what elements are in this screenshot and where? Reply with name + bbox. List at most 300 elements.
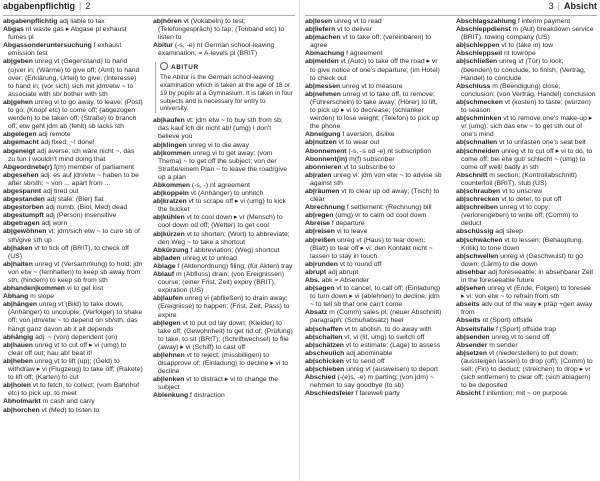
entry-headword: Abholmarkt (3, 398, 41, 406)
entry-headword: ab|raten (305, 171, 332, 179)
entry-headword: ab|nehmen (305, 90, 341, 98)
entry-headword: Abkommen (153, 182, 191, 189)
entry-headword: ab|schrauben (456, 187, 501, 195)
entry-headword: Abgeordnete(r) (3, 163, 53, 171)
entry-headword: ab|schalten (305, 333, 343, 341)
entry-headword: ab|kratzen (153, 198, 187, 206)
entry-headword: ab|senden (456, 333, 490, 341)
entry-headword: abgespannt (3, 187, 42, 195)
entry-headword: ab|kaufen (153, 117, 185, 125)
dictionary-entry (3, 164, 143, 172)
entry-definition: vt (Med) to listen to (39, 406, 100, 414)
entry-headword: ab|hauen (3, 341, 33, 349)
entry-headword: abgelegen (3, 131, 37, 139)
dictionary-entry (3, 245, 143, 261)
entry-definition: f aversion, dislike (340, 131, 395, 139)
entry-headword: abgestumpft (3, 212, 44, 220)
dictionary-entry (305, 26, 445, 34)
entry-definition: m section; (Kontrollabschnitt) counterfoil (BRIT), stub (US) (461, 171, 577, 187)
entry-definition: (-(e)s, -e) m parting; (von jdm) ~ nehmen to say goodbye (to sb) (310, 374, 434, 390)
entry-definition: vt, vi (lit, umg) to switch off (342, 333, 425, 341)
entry-definition: vt to take off; (vereinbaren) to agree (310, 34, 432, 50)
entry-headword: ab|schleppen (456, 42, 500, 50)
entry-definition: adj liable to tax (57, 18, 105, 25)
dictionary-entry (305, 237, 445, 261)
entry-definition: unreg vt (Versammlung) to hold; jdn von etw ~ (fernhalten) to keep sb away from sth; (hindern) to keep sb from sth (8, 260, 143, 284)
entry-headword: Abonnement (305, 147, 347, 155)
entry-headword: ab|runden (305, 260, 338, 268)
dictionary-entry (3, 342, 143, 358)
entry-headword: Abkürzung (153, 246, 189, 254)
entry-definition: vt (Vokabeln) to test; (Telefongespräch) to tap; (Tonband etc) to listen to (158, 18, 285, 42)
entry-definition: vt to cancel, to call off; (Einladung) to turn down ▸ vi (ablehnen) to decline; jdm ~ to tell sb that one can't come (310, 285, 441, 309)
entry-headword: abgetragen (3, 220, 40, 228)
dictionary-entry (305, 342, 445, 350)
dictionary-entry (3, 26, 143, 42)
dictionary-entry (3, 212, 143, 220)
dictionary-entry (305, 261, 445, 269)
entry-definition: adv out of the way ▸ präp +gen away from (461, 301, 593, 317)
dictionary-entry (305, 172, 445, 188)
entry-definition: unreg vt (Tür) to lock; (beenden) to conclude, to finish; (Vertrag, Handel) to conclude (461, 58, 586, 82)
entry-headword: ab|räumen (305, 187, 340, 195)
dictionary-entry (456, 285, 596, 301)
entry-definition: unreg vi to get away; (vom Thema) ~ to get off the subject; von der Straße/einem Plan ~ to leave the road/give up a plan (158, 149, 288, 181)
entry-headword: ab|liefern (305, 26, 336, 34)
entry-headword: ab|hören (153, 18, 182, 25)
dictionary-entry (305, 188, 445, 204)
entry-definition: vt (Anhänger) to unhitch (188, 190, 264, 198)
dictionary-entry (305, 131, 445, 139)
entry-definition: adj abominable (344, 349, 393, 357)
dictionary-entry (3, 172, 143, 188)
dictionary-entry (456, 58, 596, 82)
dictionary-entry (153, 117, 293, 141)
entry-headword: abgestanden (3, 196, 45, 204)
entry-headword: ab|lenken (153, 376, 185, 384)
dictionary-entry (3, 99, 143, 131)
entry-headword: Abhang (3, 293, 29, 301)
entry-headword: abseits (456, 301, 480, 309)
entry-headword: abgestorben (3, 204, 44, 212)
dictionary-entry (456, 18, 596, 26)
entry-headword: ab|schließen (456, 58, 498, 66)
info-circle-icon (160, 62, 168, 70)
entry-definition: adj foreseeable; in absehbarer Zeit in the foreseeable future (461, 268, 594, 284)
entry-definition: unreg vt to copy; (verlorengeben) to write off; (Comm) to deduct (461, 204, 578, 228)
entry-definition: f distraction (188, 392, 225, 400)
dictionary-entry (153, 182, 293, 190)
dictionary-entry (153, 320, 293, 352)
entry-definition: f (Aktenordnung) filing; (für Akten) tray (175, 262, 293, 270)
entry-headword: Abgassonderuntersuchung (3, 42, 92, 50)
entry-definition: vt to clear up od away; (Tisch) to clear (310, 187, 440, 204)
dictionary-entry (153, 271, 293, 295)
dictionary-entry (305, 18, 445, 26)
entry-definition: unreg vt (Ende, Folgen) to foresee ▸ vi: von etw ~ to refrain from sth (461, 285, 591, 301)
entry-headword: ab|messen (305, 82, 341, 90)
entry-definition: adj: ~ (von) dependent (on) (33, 333, 118, 341)
entry-headword: Abs. (305, 277, 320, 284)
dictionary-entry (305, 326, 445, 334)
dictionary-entry (305, 83, 445, 91)
dictionary-entry (456, 172, 596, 188)
entry-definition: f exhaust emission test (8, 42, 122, 58)
entry-definition: f departure (329, 220, 365, 228)
entry-definition: m (Aut) breakdown service (BRIT), towing company (US) (461, 26, 594, 42)
dictionary-entry (3, 204, 143, 212)
dictionary-entry (305, 228, 445, 236)
dictionary-entry (3, 358, 143, 382)
entry-headword: Ablage (153, 262, 176, 270)
entry-headword: ab|schreiben (456, 204, 498, 212)
entry-definition: unreg vt (Gegenstand) to hand (o)ver in; (Wärme) to give off; (Amt) to hand over; (Erklärung, Urteil) to give; (Interesse) to hand in; (vor sich) sich mit jdm/etw ~ to associate with sb/ bother with sth (8, 58, 140, 98)
dictionary-entry (153, 150, 293, 182)
column-3 (305, 18, 445, 480)
entry-definition: unreg vt to cut off ▸ vi (umg) to clear off out; hau ab! beat it! (8, 341, 127, 357)
dictionary-entry (456, 115, 596, 139)
dictionary-entry (305, 269, 445, 277)
entry-definition: nt (Sport) offside (480, 317, 533, 325)
dictionary-entry (305, 212, 445, 220)
dictionary-entry (456, 99, 596, 115)
left-page-number: 2 (85, 1, 91, 11)
dictionary-entry (3, 139, 143, 147)
dictionary-entry (153, 198, 293, 214)
entry-definition: abk = Absender (319, 277, 370, 284)
entry-headword: ab|schätzen (305, 341, 344, 349)
entry-definition: vt (kosten) to taste; (würzen) to season (461, 98, 591, 115)
entry-definition: vt to deliver (335, 26, 372, 34)
dictionary-entry (456, 148, 596, 172)
left-header-rule (3, 15, 295, 16)
dictionary-entry (3, 301, 143, 333)
dictionary-entry (456, 196, 596, 204)
entry-definition: vt to send off (343, 357, 385, 365)
entry-definition: adj abrupt (326, 268, 359, 276)
dictionary-entry (305, 58, 445, 82)
entry-definition: unreg vt (ausweisen) to deport (344, 366, 439, 374)
entry-headword: ab|klingen (153, 141, 187, 149)
entry-definition: adj numb; (Biol, Med) dead (43, 204, 128, 212)
entry-headword: abschüssig (456, 228, 494, 236)
entry-headword: Ablenkung (153, 392, 189, 400)
entry-definition: vt to subscribe to (341, 163, 395, 171)
entry-headword: abgemacht (3, 139, 39, 147)
column-2 (153, 18, 293, 480)
entry-headword: ab|schnallen (456, 139, 498, 147)
left-page-header (3, 2, 90, 10)
dictionary-entry (456, 204, 596, 228)
dictionary-entry (305, 220, 445, 228)
entry-definition: unreg vt to cut off ▸ vi to do, to come off; bei etw gut/ schlecht ~ (umg) to come off well/ badly in sth (461, 147, 593, 171)
entry-definition: adj stale; (Bier) flat (44, 196, 104, 204)
dictionary-entry (305, 277, 445, 285)
right-page-number: 3 (548, 1, 554, 11)
entry-headword: Abseitsfalle (456, 325, 495, 333)
dictionary-entry (3, 285, 143, 293)
dictionary-entry (456, 269, 596, 285)
entry-definition: adj remote (36, 131, 71, 139)
entry-definition: (umg) vr to calm od cool down (333, 212, 427, 220)
entry-definition: vt to unscrew (500, 187, 543, 195)
dictionary-entry (3, 293, 143, 301)
entry-headword: Ablauf (153, 271, 175, 279)
dictionary-entry (153, 247, 293, 255)
entry-headword: abgabenpflichtig (3, 18, 58, 25)
entry-definition: vt to tick off (BRIT), to check off (US) (8, 244, 129, 260)
dictionary-entry (3, 18, 143, 26)
entry-headword: ab|legen (153, 319, 181, 327)
entry-headword: ab|gehen (3, 98, 33, 106)
column-4 (456, 18, 596, 480)
entry-headword: ab|schrecken (456, 196, 500, 204)
entry-headword: Abschiedsfeier (305, 390, 354, 398)
entry-definition: (-s, -) nt agreement (190, 182, 251, 189)
entry-headword: ab|heben (3, 357, 33, 365)
entry-definition: unreg vt (Bild) to take down; (Anhänger) to uncouple; (Verfolger) to shake off; von jdm/etw ~ to depend on sb/sth; das hängt ganz davon ab it all depends (8, 301, 143, 333)
dictionary-entry (305, 374, 445, 390)
entry-headword: abgeneigt (3, 147, 36, 155)
dictionary-entry (456, 83, 596, 99)
entry-headword: ab|schieben (305, 366, 345, 374)
dictionary-entry (305, 50, 445, 58)
dictionary-entry (153, 392, 293, 400)
dictionary-entry (153, 190, 293, 198)
entry-definition: (-s, -e) nt German school-leaving examination, = A-levels pl (BRIT) (158, 42, 275, 58)
dictionary-entry (305, 204, 445, 212)
entry-definition: m(f) subscriber (347, 155, 395, 163)
abitur-info-box (155, 62, 293, 113)
entry-headword: abgesehen (3, 171, 39, 179)
entry-headword: Abschied (305, 374, 336, 382)
dictionary-entry (456, 237, 596, 253)
dictionary-entry (3, 42, 143, 58)
entry-headword: abonnieren (305, 163, 342, 171)
dictionary-entry (456, 390, 596, 398)
entry-definition: m sender (487, 341, 518, 349)
entry-headword: ab|kühlen (153, 214, 185, 222)
entry-definition: unreg vt to take off, to remove; (Führerschein) to take away; (Hörer) to lift, to pick up ▸ vi to decrease; (schlanker werden) to lose weight; (Telefon) to pick up the phone (310, 90, 440, 131)
entry-definition: m (Beendigung) close, conclusion; (von Vertrag, Handel) conclusion (461, 82, 596, 98)
entry-definition: adj steep (493, 228, 523, 236)
page-gutter (299, 0, 300, 481)
entry-headword: ab|schicken (305, 357, 344, 365)
entry-headword: abhängig (3, 333, 34, 341)
right-header-rule (305, 15, 597, 16)
entry-definition: vt to distract ▸ vi to change the subject (158, 376, 279, 392)
entry-headword: ab|machen (305, 34, 341, 42)
entry-headword: ab|regen (305, 212, 334, 220)
dictionary-entry (153, 263, 293, 271)
dictionary-entry (456, 26, 596, 42)
dictionary-entry (3, 148, 143, 164)
right-header-word: Absicht (563, 1, 597, 11)
right-page-header (549, 2, 597, 10)
entry-headword: ab|holen (3, 382, 31, 390)
dictionary-entry (153, 295, 293, 319)
entry-headword: ab|geben (3, 58, 33, 66)
entry-headword: abrupt (305, 268, 327, 276)
entry-headword: ab|schminken (456, 115, 502, 123)
dictionary-entry (305, 309, 445, 325)
entry-definition: unreg vt to send off (489, 333, 550, 341)
entry-definition: vt to fetch, to collect; (vom Bahnhof etc) to pick up, to meet (8, 382, 140, 398)
dictionary-entry (153, 18, 293, 42)
entry-headword: Abrechnung (305, 204, 346, 212)
entry-headword: Absicht (456, 390, 481, 398)
dictionary-entry (305, 358, 445, 366)
entry-headword: ab|hängen (3, 301, 38, 309)
entry-headword: ab|koppeln (153, 190, 189, 198)
entry-headword: abhanden|kommen (3, 285, 65, 293)
dictionary-entry (456, 317, 596, 325)
left-header-separator: | (79, 1, 82, 11)
entry-definition: vt to put od lay down; (Kleider) to take off; (Gewohnheit) to get rid of; (Prüfung) to take, to sit (BRIT); (Schriftwechsel) to file (away) ▸ vi (Schiff) to cast off (158, 319, 293, 351)
dictionary-entry (456, 334, 596, 342)
entry-definition: vi to leave (334, 228, 368, 236)
dictionary-entry (456, 253, 596, 269)
dictionary-entry (456, 139, 596, 147)
entry-headword: ab|schmecken (456, 98, 503, 106)
entry-definition: m cash and carry (40, 398, 95, 406)
entry-definition: unreg vt to read (332, 18, 382, 25)
entry-definition: f(m) member of parliament (52, 163, 135, 171)
dictionary-entry (153, 214, 293, 230)
entry-definition: f farewell party (353, 390, 400, 398)
entry-headword: ab|sagen (305, 285, 335, 293)
entry-definition: unreg vt to unload (180, 254, 237, 262)
dictionary-entry (456, 188, 596, 196)
entry-definition: adj tired out (41, 187, 79, 195)
entry-definition: vi to get lost (64, 285, 104, 293)
dictionary-entry (305, 34, 445, 50)
dictionary-entry (3, 228, 143, 244)
entry-headword: Abneigung (305, 131, 341, 139)
dictionary-entry (305, 334, 445, 342)
entry-headword: ab|schaffen (305, 325, 343, 333)
entry-headword: ab|halten (3, 260, 33, 268)
entry-definition: adj fixed; ~! done! (38, 139, 95, 147)
dictionary-entry (153, 142, 293, 150)
entry-definition: (-s, -s od -e) nt subscription (346, 147, 432, 155)
entry-headword: ab|horchen (3, 406, 40, 414)
dictionary-entry (3, 407, 143, 415)
entry-definition: adj: es auf jdn/etw ~ haben to be after sb/sth; ~ von ... apart from ... (8, 171, 139, 187)
entry-headword: ab|lehnen (153, 351, 185, 359)
entry-definition: vt to shorten; (Wort) to abbreviate; den Weg ~ to take a shortcut (158, 230, 290, 246)
entry-headword: ab|laufen (153, 295, 183, 303)
entry-definition: vt to abolish, to do away with (342, 325, 432, 333)
entry-definition: m (Comm) sales pl; (neuer Abschnitt) paragraph; (Schuhabsatz) heel (310, 309, 442, 325)
info-box-title-text: ABITUR (171, 64, 199, 72)
entry-definition: vt to cool down ▸ vr (Mensch) to cool down od off; (Wetter) to get cool (158, 214, 283, 230)
entry-headword: ab|reisen (305, 228, 335, 236)
dictionary-entry (3, 196, 143, 204)
entry-headword: Abseits (456, 317, 481, 325)
dictionary-entry (456, 50, 596, 58)
dictionary-entry (305, 164, 445, 172)
entry-definition: adj (Person) insensitive (43, 212, 117, 220)
entry-definition: vt to deter, to put off (499, 196, 562, 204)
entry-definition: vt: jdm/sich etw ~ to cure sb of sth/give sth up (8, 228, 140, 244)
entry-definition: unreg vt to measure (340, 82, 403, 90)
dictionary-entry (3, 382, 143, 398)
entry-definition: m (Abfluss) drain; (von Ereignissen) course; (einer Frist, Zeit) expiry (BRIT), expiration (US) (158, 271, 285, 295)
entry-headword: Abschleppseil (456, 50, 503, 58)
entry-headword: ab|sehen (456, 285, 486, 293)
dictionary-entry (153, 376, 293, 392)
dictionary-entry (305, 148, 445, 156)
entry-headword: Abonnent(in) (305, 155, 348, 163)
entry-definition: vr to unfasten one's seat belt (497, 139, 586, 147)
entry-headword: ab|haken (3, 244, 33, 252)
entry-definition: vt to (take in) tow (499, 42, 554, 50)
right-header-separator: | (557, 1, 560, 11)
info-box-text: The Abitur is the German school-leaving examination which is taken at the age of 18 or 19 by pupils at a Gymnasium. It is taken in four subjects and is necessary for entry to university. (160, 74, 293, 113)
dictionary-entry (305, 285, 445, 309)
dictionary-entry (3, 131, 143, 139)
entry-definition: vt to reject; (missbilligen) to disapprove of; (Einladung) to decline ▸ vi to decline (158, 351, 288, 376)
entry-definition: unreg vt to lift (up); (Geld) to withdraw ▸ vi (Flugzeug) to take off; (Rakete) to lift off; (Karten) to cut (8, 357, 143, 382)
dictionary-entry (456, 42, 596, 50)
entry-definition: adj averse; ich wäre nicht ~, das zu tun I wouldn't mind doing that (8, 147, 135, 163)
entry-headword: ab|schwellen (456, 252, 499, 260)
dictionary-entry (3, 220, 143, 228)
dictionary-entry (305, 390, 445, 398)
entry-headword: Abreise (305, 220, 330, 228)
left-header-word: abgabenpflichtig (3, 1, 75, 11)
entry-definition: unreg vi (abfließen) to drain away; (Ereignisse) to happen; (Frist, Zeit, Pass) to expire (158, 295, 290, 319)
entry-headword: ab|lesen (305, 18, 333, 25)
entry-definition: vt: jdm etw ~ to buy sth from sb; das kauf ich dir nicht ab! (umg) I don't believe you (158, 117, 283, 141)
entry-definition: vt to lessen; (Behauptung, Kritik) to tone down (461, 236, 584, 252)
dictionary-entry (456, 350, 596, 390)
entry-definition: vt (niederstellen) to put down; (aussteigen lassen) to drop (off); (Comm) to sell; (Fin) to deduct; (streichen) to drop ▸ vr (sich entfernen) to clear off; (sich ablagern) to be deposited (461, 349, 593, 390)
dictionary-entry (305, 139, 445, 147)
entry-headword: ab|melden (305, 58, 339, 66)
info-box-title (160, 62, 293, 72)
entry-headword: abscheulich (305, 349, 345, 357)
entry-definition: unreg vi to go away, to leave; (Post) to go; (Knopf etc) to come off; (abgezogen werden) to be taken off; (Straße) to branch off, etw geht jdm ab (fehlt) sb lacks sth (8, 98, 143, 131)
entry-headword: ab|schneiden (456, 147, 500, 155)
entry-headword: absehbar (456, 268, 487, 276)
entry-headword: ab|nutzen (305, 139, 337, 147)
entry-definition: f intention; mit ~ on purpose (480, 390, 567, 398)
dictionary-entry (3, 261, 143, 285)
entry-definition: f agreement (344, 50, 383, 58)
dictionary-entry (3, 58, 143, 98)
entry-definition: unreg vi to die away (186, 141, 249, 149)
entry-definition: vt to scrape off ▸ vi (umg) to kick the bucket (158, 198, 286, 214)
dictionary-entry (305, 366, 445, 374)
entry-definition: adj worn (39, 220, 68, 228)
dictionary-entry (456, 342, 596, 350)
entry-definition: nt waste gas ▸ Abgase pl exhaust fumes pl (8, 26, 127, 42)
entry-definition: unreg vt (Haus) to tear down; (Blatt) to tear off ▸ vi: den Kontakt nicht ~ lassen to stay in touch (310, 236, 433, 260)
entry-headword: Abgas (3, 26, 24, 34)
entry-definition: m slope (28, 293, 54, 301)
entry-headword: ab|kürzen (153, 230, 185, 238)
dictionary-entry (3, 398, 143, 406)
dictionary-entry (153, 255, 293, 263)
dictionary-entry (305, 350, 445, 358)
entry-headword: Abschluss (456, 82, 491, 90)
dictionary-entry (153, 352, 293, 376)
entry-definition: vt (Auto) to take off the road ▸ vr to give notice of one's departure; (im Hotel) to check out (310, 58, 440, 82)
entry-definition: f interim payment (516, 18, 571, 25)
entry-definition: f (Sport) offside trap (494, 325, 556, 333)
